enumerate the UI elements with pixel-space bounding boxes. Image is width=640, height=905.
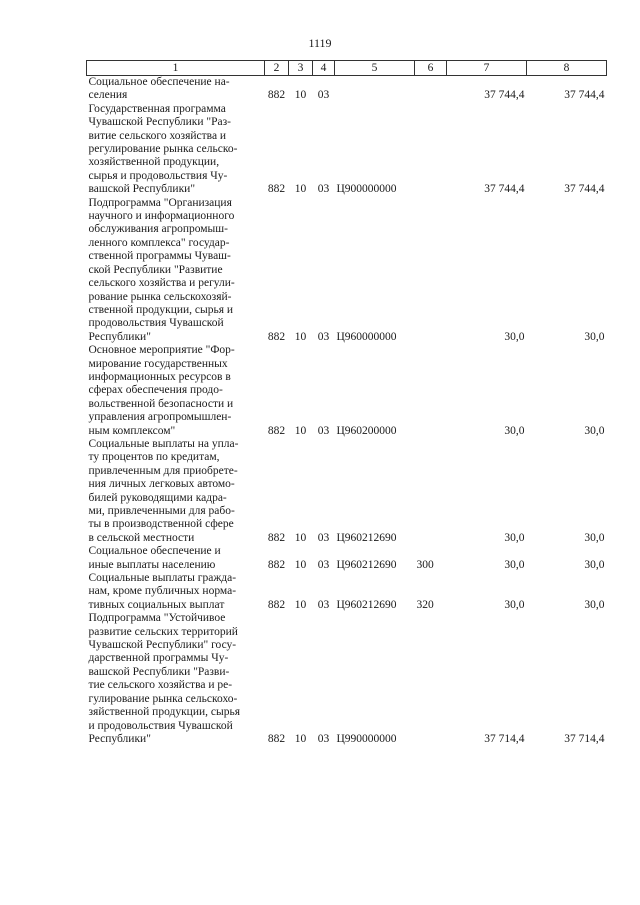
admin-code-cell: 882 <box>267 732 286 745</box>
expense-type-cell: 320 <box>416 598 434 611</box>
table-row <box>87 103 607 197</box>
row-name-cell: Подпрограмма "Устойчивое развитие сельских территорий Чувашской Республики" госу- дарственной программы Чу- вашской Республики "Разви- тие сельского хозяйства и ре- гулирование рынка сельскохо- зяйственной продукции, сырья и продовольствия Чувашской Республики" <box>88 612 241 745</box>
amount-cell: 30,0 <box>504 330 525 343</box>
subsection-cell: 03 <box>317 424 330 437</box>
amount-cell: 37 744,4 <box>564 89 605 102</box>
expense-type-cell <box>415 76 447 103</box>
admin-code-cell: 882 <box>267 424 286 437</box>
section-cell: 10 <box>294 183 307 196</box>
subsection-cell: 03 <box>317 732 330 745</box>
row-name-cell: Социальное обеспечение и иные выплаты населению <box>88 545 221 571</box>
expense-type-cell <box>415 344 447 438</box>
header-row <box>87 61 607 76</box>
subsection-cell: 03 <box>317 183 330 196</box>
table-row <box>87 344 607 438</box>
row-name-cell: Государственная программа Чувашской Республики "Раз- витие сельского хозяйства и регулирование рынка сельско- хозяйственной продукции, сырья и продовольствия Чу- вашской Республики" <box>88 102 238 196</box>
admin-code-cell: 882 <box>267 598 286 611</box>
header-cell: 6 <box>415 61 447 76</box>
admin-code-cell: 882 <box>267 330 286 343</box>
table-row <box>87 438 607 545</box>
table-row <box>87 572 607 612</box>
amount-cell: 30,0 <box>584 531 605 544</box>
header-cell: 7 <box>447 61 527 76</box>
header-cell: 8 <box>527 61 607 76</box>
expense-type-cell <box>415 612 447 746</box>
target-article-cell: Ц960200000 <box>336 424 397 437</box>
table-row <box>87 76 607 103</box>
section-cell: 10 <box>294 89 307 102</box>
amount-cell: 37 744,4 <box>484 89 525 102</box>
amount-cell: 37 714,4 <box>484 732 525 745</box>
subsection-cell: 03 <box>317 598 330 611</box>
header-cell: 4 <box>313 61 335 76</box>
amount-cell: 30,0 <box>584 598 605 611</box>
amount-cell: 30,0 <box>504 531 525 544</box>
amount-cell: 30,0 <box>504 424 525 437</box>
header-cell: 2 <box>265 61 289 76</box>
section-cell: 10 <box>294 531 307 544</box>
section-cell: 10 <box>294 598 307 611</box>
header-cell: 3 <box>289 61 313 76</box>
table-row <box>87 197 607 344</box>
amount-cell: 37 744,4 <box>484 183 525 196</box>
target-article-cell: Ц900000000 <box>336 183 397 196</box>
section-cell: 10 <box>294 732 307 745</box>
admin-code-cell: 882 <box>267 183 286 196</box>
subsection-cell: 03 <box>317 531 330 544</box>
amount-cell: 30,0 <box>504 558 525 571</box>
target-article-cell: Ц960212690 <box>336 531 397 544</box>
row-name-cell: Социальное обеспечение на- селения <box>88 76 230 102</box>
budget-table <box>86 60 607 746</box>
target-article-cell: Ц960000000 <box>336 330 397 343</box>
amount-cell: 30,0 <box>584 330 605 343</box>
amount-cell: 30,0 <box>584 424 605 437</box>
row-name-cell: Основное мероприятие "Фор- мирование государственных информационных ресурсов в сферах обеспечения продо- вольственной безопасности и управления агропромышлен- ным комплексом" <box>88 344 235 437</box>
amount-cell: 30,0 <box>504 598 525 611</box>
row-name-cell: Социальные выплаты гражда- нам, кроме публичных норма- тивных социальных выплат <box>88 572 237 611</box>
table-row <box>87 545 607 572</box>
expense-type-cell: 300 <box>416 558 434 571</box>
target-article-cell: Ц960212690 <box>336 598 397 611</box>
section-cell: 10 <box>294 330 307 343</box>
row-name-cell: Социальные выплаты на уплa- ту процентов по кредитам, привлеченным для приобрете- ния личных легковых автомо- билей руководящими кадра- ми, привлеченными для рабо- ты в производственной сфере в сельской местности <box>88 437 239 544</box>
target-article-cell: Ц960212690 <box>336 558 397 571</box>
admin-code-cell: 882 <box>267 531 286 544</box>
expense-type-cell <box>415 197 447 344</box>
subsection-cell: 03 <box>317 89 330 102</box>
section-cell: 10 <box>294 558 307 571</box>
section-cell: 10 <box>294 424 307 437</box>
header-cell: 1 <box>87 61 265 76</box>
admin-code-cell: 882 <box>267 89 286 102</box>
amount-cell: 37 744,4 <box>564 183 605 196</box>
row-name-cell: Подпрограмма "Организация научного и информационного обслуживания агропромыш- ленного комплекса" государ- ственной программы Чуваш- ской Республики "Развитие сельского хозяйства и регули- рование рынка сельскохозяй- ственной продукции, сырья и продовольствия Чувашской Республики" <box>88 196 235 343</box>
target-article-cell: Ц990000000 <box>336 732 397 745</box>
expense-type-cell <box>415 438 447 545</box>
amount-cell: 30,0 <box>584 558 605 571</box>
subsection-cell: 03 <box>317 558 330 571</box>
table-row <box>87 612 607 746</box>
page-number: 1119 <box>308 36 332 50</box>
amount-cell: 37 714,4 <box>564 732 605 745</box>
subsection-cell: 03 <box>317 330 330 343</box>
expense-type-cell <box>415 103 447 197</box>
header-cell: 5 <box>335 61 415 76</box>
admin-code-cell: 882 <box>267 558 286 571</box>
target-article-cell <box>335 76 415 103</box>
